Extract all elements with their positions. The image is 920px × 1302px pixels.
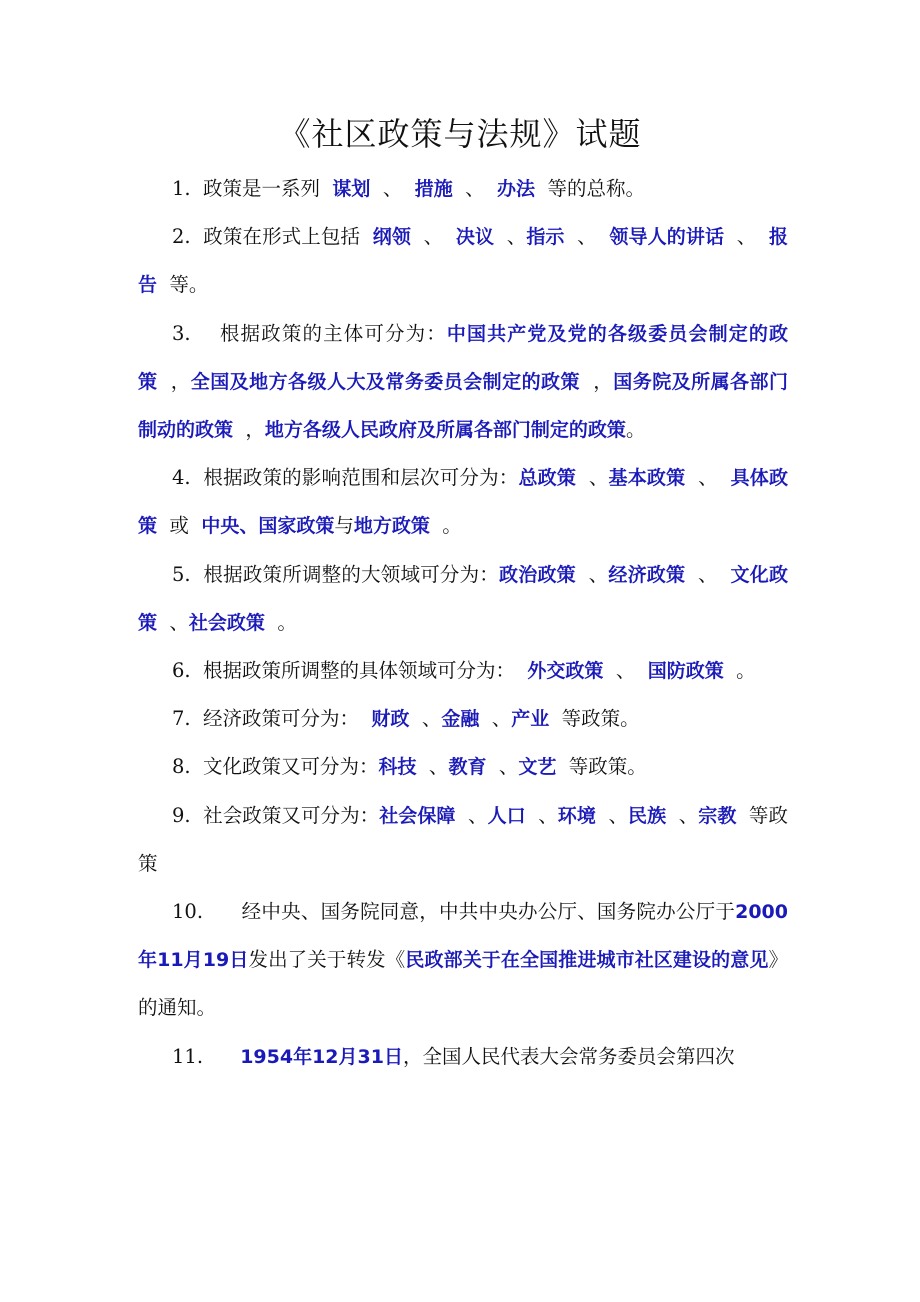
answer-text: 财政: [371, 708, 410, 731]
answer-text: 中央、国家政策: [201, 515, 335, 538]
question-text: 等政策: [138, 803, 788, 875]
answer-text: 产业: [511, 708, 550, 731]
question-text: 等政策。: [549, 707, 640, 731]
answer-text: 领导人的讲话: [609, 226, 725, 249]
answer-text: 地方政策: [353, 515, 430, 538]
question-text: 、: [603, 659, 648, 683]
question-7: [138, 695, 788, 743]
question-text: 7. 经济政策可分为：: [172, 707, 372, 731]
answer-text: 社会政策: [188, 611, 265, 634]
answer-text: 政治政策: [499, 563, 576, 586]
question-11: [138, 1033, 788, 1081]
answer-text: 基本政策: [608, 467, 686, 490]
answer-text: 文化政策: [138, 563, 788, 634]
question-text: 2. 政策在形式上包括: [172, 225, 373, 249]
question-text: 、: [525, 803, 558, 827]
question-text: 与: [334, 514, 354, 538]
question-4: [138, 454, 788, 550]
question-text: 1. 政策是一系列: [172, 177, 333, 200]
question-text: ，: [233, 418, 265, 442]
question-text: 、: [595, 803, 629, 827]
question-text: 、: [494, 225, 527, 249]
answer-text: 谋划: [332, 178, 371, 200]
answer-text: 教育: [448, 756, 487, 779]
answer-text: 金融: [441, 708, 480, 731]
question-text: 、: [479, 707, 512, 731]
question-6: [138, 647, 788, 695]
question-text: 等政策。: [556, 755, 647, 779]
answer-text: 全国及地方各级人大及常务委员会制定的政策: [190, 370, 580, 393]
question-text: 。: [429, 514, 462, 538]
question-text: 、: [410, 225, 456, 249]
question-text: 10. 经中央、国务院同意，中共中央办公厅、国务院办公厅于: [172, 900, 736, 924]
answer-text: 环境: [557, 804, 596, 827]
answer-text: 纲领: [372, 226, 411, 249]
question-text: 、: [157, 610, 189, 634]
answer-text: 宗教: [698, 804, 737, 827]
question-text: ，: [579, 369, 614, 393]
question-list: [138, 165, 788, 1081]
question-text: 发出了关于转发《: [248, 948, 406, 972]
question-text: ，: [157, 369, 191, 393]
answer-text: 社会保障: [379, 804, 456, 827]
answer-text: 总政策: [518, 467, 577, 490]
question-text: 、: [409, 707, 442, 731]
question-text: 、: [564, 225, 610, 249]
question-text: 、: [455, 803, 488, 827]
question-2: [138, 213, 788, 309]
answer-text: 2000年11月19日: [138, 901, 788, 972]
answer-text: 指示: [526, 226, 565, 249]
answer-text: 人口: [487, 804, 526, 827]
question-text: 、: [370, 177, 415, 200]
question-text: 、: [575, 562, 609, 586]
question-5: [138, 551, 788, 647]
question-text: 、: [685, 466, 731, 490]
answer-text: 国务院及所属各部门制动的政策: [138, 370, 788, 442]
answer-text: 措施: [414, 178, 453, 200]
question-text: 3. 根据政策的主体可分为：: [172, 321, 447, 345]
answer-text: 决议: [455, 226, 495, 249]
question-text: 。: [625, 418, 646, 442]
answer-text: 1954年12月31日: [240, 1045, 403, 1068]
document-title: 《社区政策与法规》试题: [278, 115, 642, 153]
question-text: 4. 根据政策的影响范围和层次可分为：: [172, 466, 519, 490]
question-9: [138, 792, 788, 888]
answer-text: 经济政策: [608, 563, 686, 586]
question-3: [138, 310, 788, 455]
question-8: [138, 743, 788, 791]
question-text: 、: [576, 466, 609, 490]
answer-text: 办法: [497, 178, 536, 200]
question-text: 、: [666, 803, 699, 827]
question-text: 9. 社会政策又可分为：: [172, 803, 380, 827]
answer-text: 外交政策: [527, 660, 604, 683]
answer-text: 民族: [628, 804, 667, 827]
answer-text: 国防政策: [647, 660, 724, 683]
question-text: 、: [452, 177, 498, 200]
question-text: ，全国人民代表大会常务委员会第四次: [402, 1044, 735, 1068]
question-text: 5. 根据政策所调整的大领域可分为：: [172, 562, 500, 586]
answer-text: 地方各级人民政府及所属各部门制定的政策: [264, 419, 626, 442]
question-text: 、: [486, 755, 519, 779]
answer-text: 具体政策: [138, 467, 788, 538]
answer-text: 中国共产党及党的各级委员会制定的政策: [138, 322, 788, 393]
question-text: 、: [416, 755, 449, 779]
question-text: 、: [685, 562, 731, 586]
question-text: 》的通知。: [138, 948, 788, 1020]
question-text: 等的总称。: [535, 177, 645, 200]
question-text: 或: [157, 514, 202, 538]
question-text: 、: [724, 225, 769, 249]
answer-text: 科技: [378, 756, 417, 779]
answer-text: 文艺: [518, 756, 557, 779]
question-text: 等。: [157, 273, 209, 297]
question-text: 。: [723, 659, 756, 683]
question-10: [138, 888, 788, 1033]
question-text: 11.: [172, 1044, 241, 1068]
question-1: [138, 165, 788, 213]
answer-text: 民政部关于在全国推进城市社区建设的意见: [405, 949, 769, 972]
question-text: 6. 根据政策所调整的具体领域可分为：: [172, 659, 528, 683]
question-text: 。: [264, 610, 297, 634]
answer-text: 报告: [138, 226, 788, 297]
question-text: 8. 文化政策又可分为：: [172, 755, 379, 779]
